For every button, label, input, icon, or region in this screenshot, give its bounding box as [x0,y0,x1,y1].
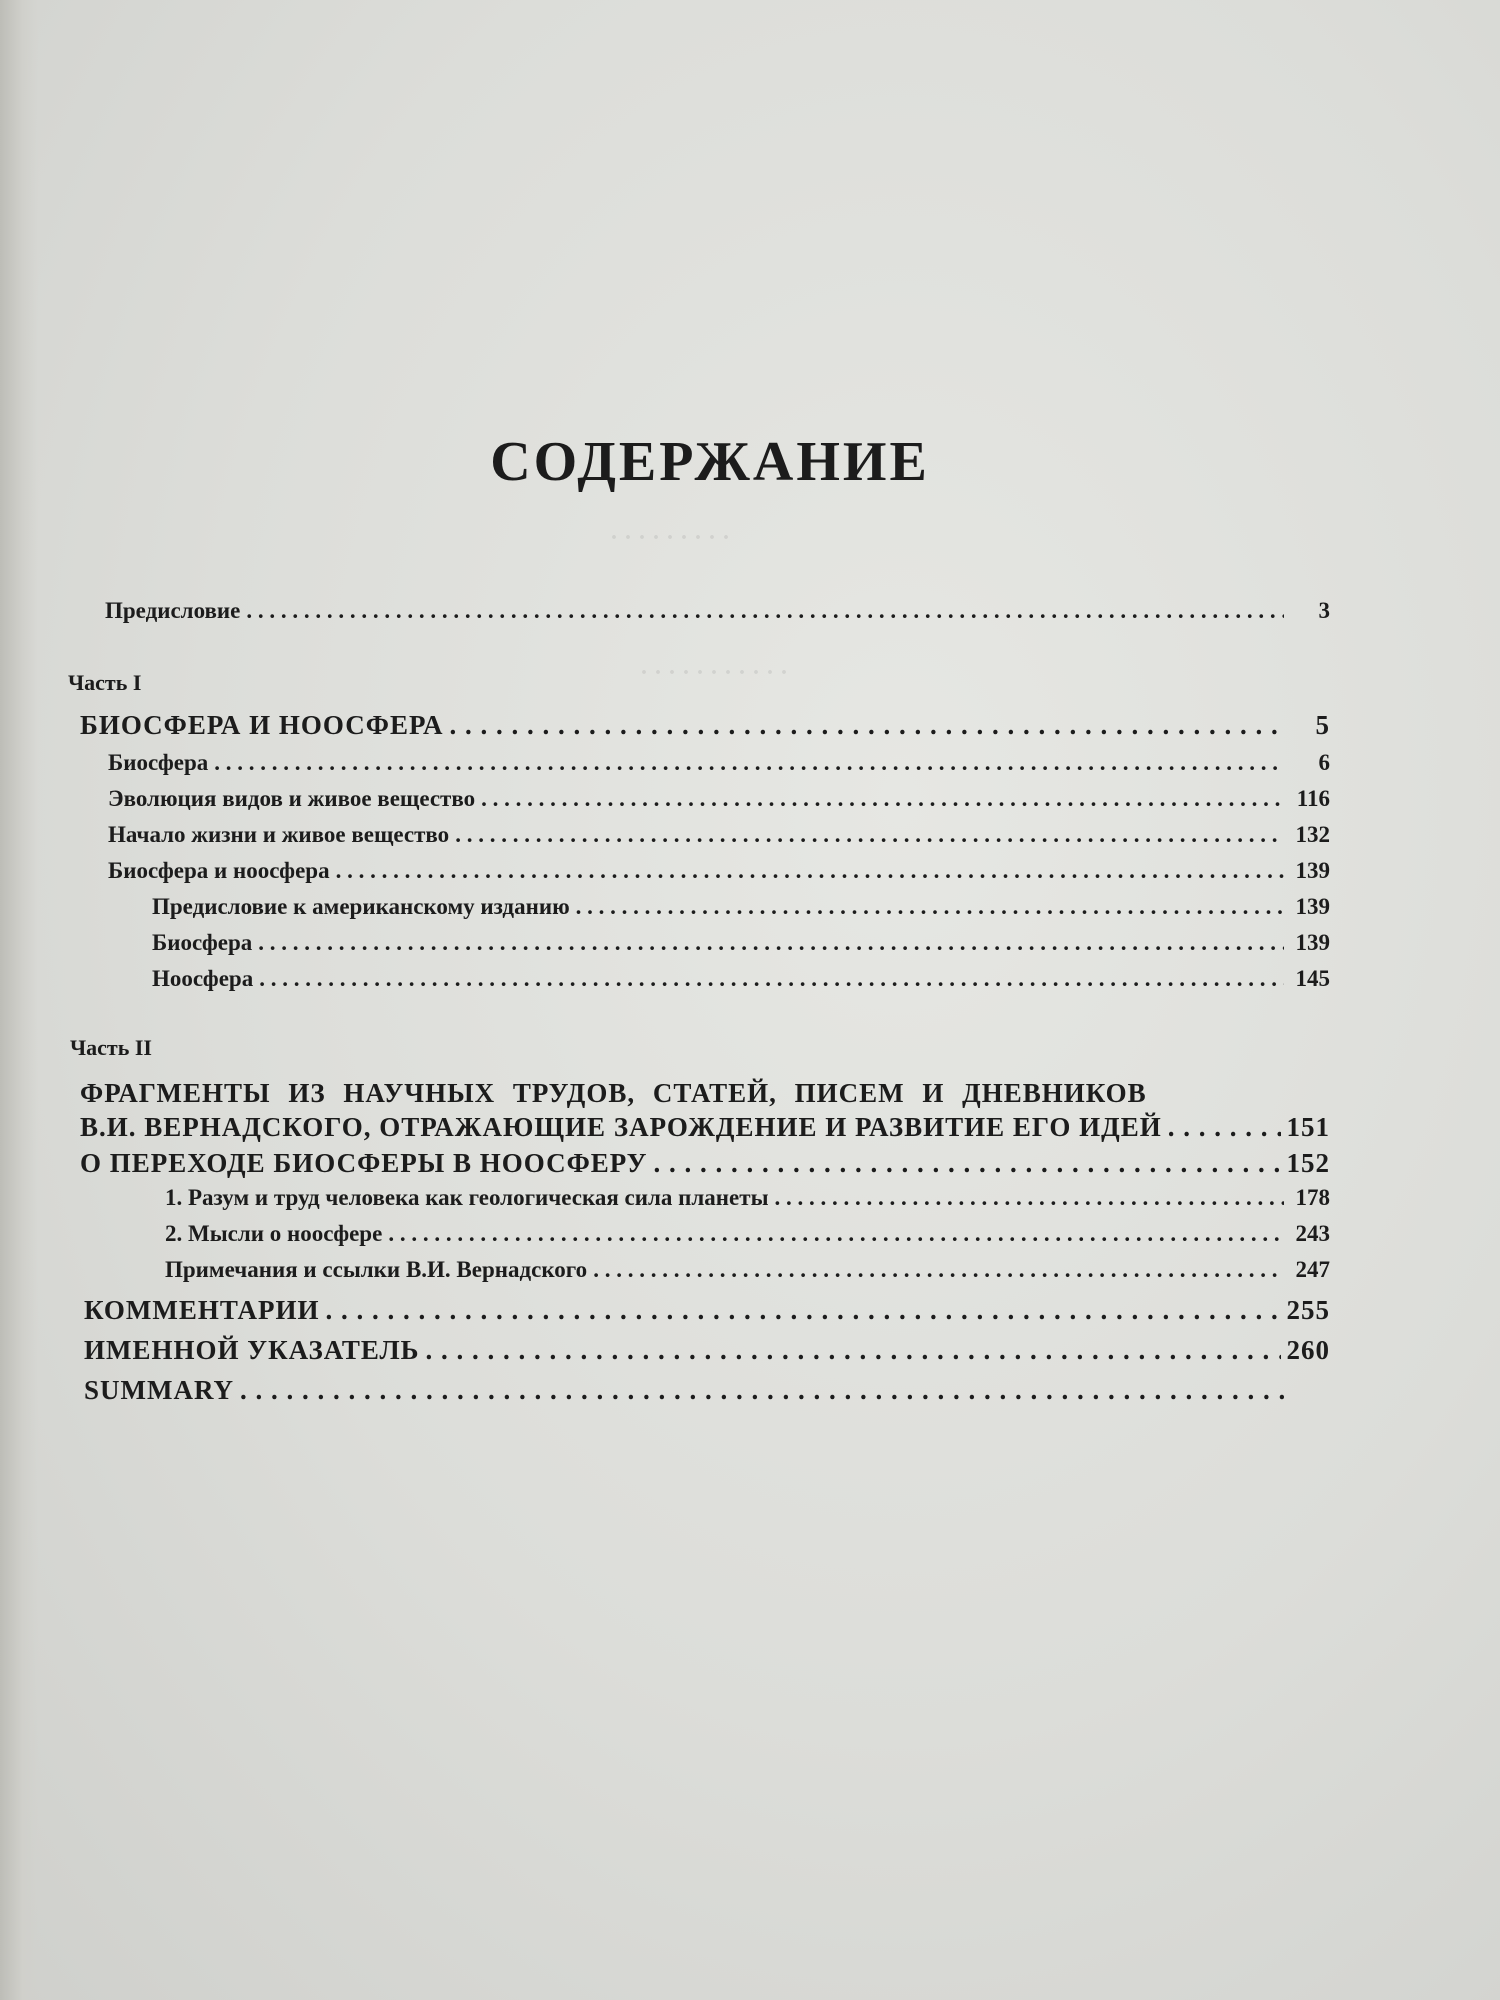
dot-leader [326,1295,1281,1326]
toc-entry-page: 145 [1295,966,1330,991]
dot-leader [336,858,1284,884]
dot-leader [593,1257,1284,1283]
toc-entry-label: БИОСФЕРА И НООСФЕРА [80,710,444,740]
toc-entry-label: Биосфера и ноосфера [108,858,330,883]
toc-subentry[interactable] [152,966,1330,992]
toc-entry[interactable] [108,750,1330,776]
dot-leader [455,822,1284,848]
toc-entry-label: Предисловие к американскому изданию [152,894,570,919]
dot-leader [214,750,1284,776]
toc-entry-page: 116 [1296,786,1330,811]
dot-leader [246,598,1284,624]
toc-entry-label: 1. Разум и труд человека как геологическая сила планеты [165,1185,769,1210]
toc-entry-label: Биосфера [108,750,209,775]
dot-leader [775,1185,1284,1211]
toc-entry-label: Начало жизни и живое вещество [108,822,450,847]
toc-entry-page: 152 [1286,1148,1330,1178]
toc-entry-label: КОММЕНТАРИИ [84,1295,320,1325]
page-edge-shadow [0,0,38,2000]
part2-heading-line: В.И. ВЕРНАДСКОГО, ОТРАЖАЮЩИЕ ЗАРОЖДЕНИЕ И РАЗВИТИЕ ЕГО ИДЕЙ [80,1112,1162,1142]
bleed-through-text: · · · · · · · · · · · [640,660,789,686]
toc-entry-label: SUMMARY [84,1375,235,1405]
toc-entry-page: 5 [1315,710,1330,740]
toc-entry-label: Биосфера [152,930,253,955]
toc-entry-comments[interactable] [84,1295,1330,1326]
toc-entry-preface[interactable] [105,598,1330,624]
toc-entry-label: Примечания и ссылки В.И. Вернадского [165,1257,588,1282]
toc-entry-part2-heading[interactable] [80,1078,1270,1109]
dot-leader [1168,1112,1281,1143]
part2-heading-line: О ПЕРЕХОДЕ БИОСФЕРЫ В НООСФЕРУ [80,1148,648,1178]
toc-entry-part2-heading-line3[interactable] [80,1148,1330,1179]
toc-entry-page: 139 [1295,930,1330,955]
toc-entry-page: 178 [1295,1185,1330,1210]
part-label: Часть II [70,1035,152,1060]
toc-entry-page: 6 [1318,750,1330,775]
toc-entry-page: 132 [1295,822,1330,847]
toc-entry[interactable] [108,786,1330,812]
dot-leader [425,1335,1280,1366]
bleed-through-text: · · · · · · · · · [610,525,731,551]
toc-entry-page: 139 [1295,894,1330,919]
toc-entry-label: Предисловие [105,598,241,623]
toc-subentry[interactable] [165,1185,1330,1211]
toc-entry-summary[interactable] [84,1375,1330,1406]
dot-leader [576,894,1284,920]
toc-entry-page: 243 [1295,1221,1330,1246]
page-title: СОДЕРЖАНИЕ [490,431,930,493]
toc-subentry[interactable] [152,894,1330,920]
dot-leader [450,710,1285,741]
toc-entry-label: Эволюция видов и живое вещество [108,786,476,811]
toc-entry-label: ИМЕННОЙ УКАЗАТЕЛЬ [84,1335,420,1365]
dot-leader [258,930,1284,956]
dot-leader [259,966,1284,992]
toc-entry-page: 255 [1286,1295,1330,1325]
toc-entry-page: 151 [1286,1112,1330,1142]
toc-entry[interactable] [108,822,1330,848]
toc-entry-page: 260 [1286,1335,1330,1365]
toc-entry-name-index[interactable] [84,1335,1330,1366]
dot-leader [240,1375,1284,1406]
toc-entry-label: Ноосфера [152,966,254,991]
part2-heading-line: ФРАГМЕНТЫ ИЗ НАУЧНЫХ ТРУДОВ, СТАТЕЙ, ПИСЕМ И ДНЕВНИКОВ [80,1078,1147,1108]
toc-entry-page: 3 [1318,598,1330,623]
toc-subentry[interactable] [165,1221,1330,1247]
dot-leader [653,1148,1280,1179]
toc-entry[interactable] [108,858,1330,884]
toc-subentry[interactable] [152,930,1330,956]
toc-entry-part2-heading-line2[interactable] [80,1112,1330,1143]
toc-entry-label: 2. Мысли о ноосфере [165,1221,383,1246]
part-label: Часть I [68,670,142,695]
toc-entry-page: 139 [1295,858,1330,883]
toc-entry-page: 247 [1295,1257,1330,1282]
toc-entry-part1-heading[interactable] [80,710,1330,741]
dot-leader [388,1221,1284,1247]
toc-subentry[interactable] [165,1257,1330,1283]
dot-leader [481,786,1284,812]
